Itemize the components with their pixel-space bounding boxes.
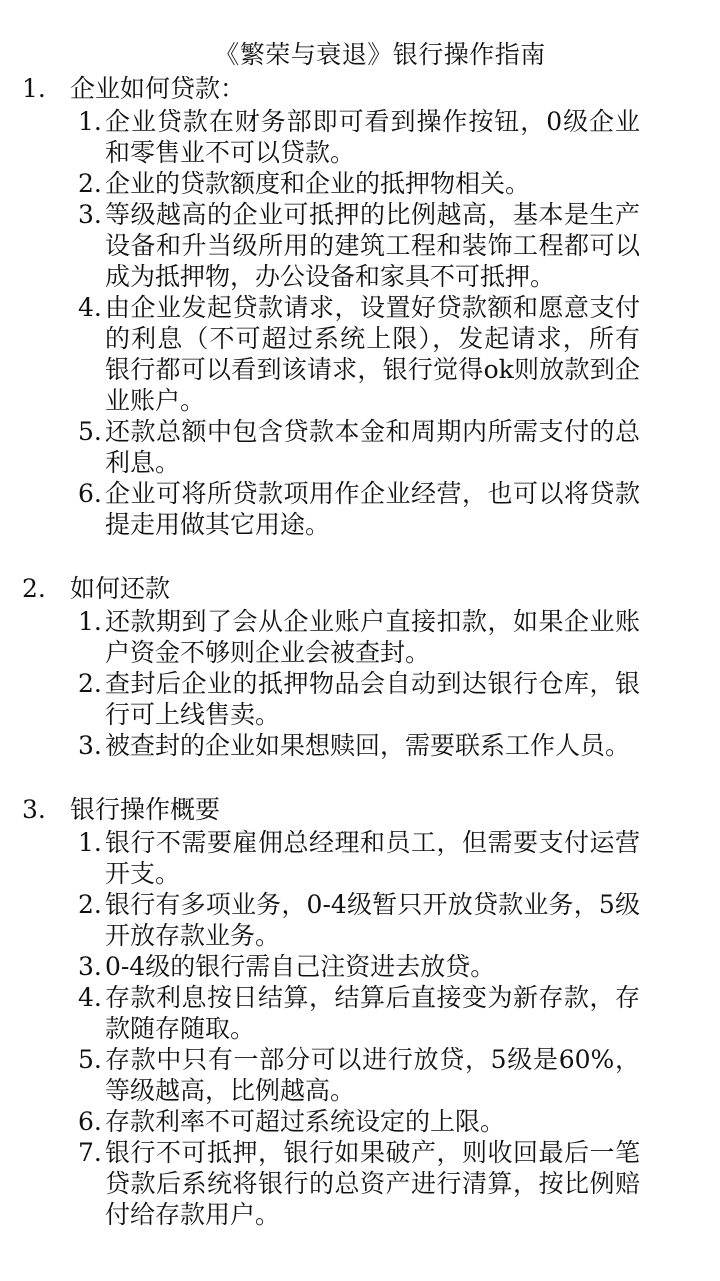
section-title: 如何还款 [70, 574, 171, 603]
item-text: 银行不需要雇佣总经理和员工，但需要支付运营开支。 [105, 828, 640, 888]
item-number: 5. [78, 417, 102, 446]
item-text: 银行不可抵押，银行如果破产，则收回最后一笔贷款后系统将银行的总资产进行清算，按比例赔付给存款用户。 [105, 1138, 640, 1229]
item-text: 企业可将所贷款项用作企业经营，也可以将贷款提走用做其它用途。 [105, 479, 640, 539]
item-number: 3. [78, 731, 102, 760]
list-item [0, 1044, 720, 1106]
item-number: 2. [78, 669, 102, 698]
list-item [0, 1137, 720, 1230]
item-text: 查封后企业的抵押物品会自动到达银行仓库，银行可上线售卖。 [105, 669, 640, 729]
item-text: 被查封的企业如果想赎回，需要联系工作人员。 [105, 731, 631, 760]
list-item [0, 606, 720, 668]
item-number: 1. [78, 607, 102, 636]
item-number: 3. [78, 200, 102, 229]
section-number: 1. [22, 74, 46, 103]
list-item [0, 106, 720, 168]
item-number: 1. [78, 107, 102, 136]
list-item [0, 982, 720, 1044]
list-item [0, 889, 720, 951]
item-number: 7. [78, 1138, 102, 1167]
list-item [0, 827, 720, 889]
list-item [0, 292, 720, 416]
section-repayment [0, 572, 720, 761]
list-item [0, 730, 720, 761]
item-number: 4. [78, 293, 102, 322]
list-item [0, 1106, 720, 1137]
section-title: 企业如何贷款： [70, 74, 246, 103]
section-title: 银行操作概要 [70, 795, 221, 824]
list-item [0, 668, 720, 730]
list-item [0, 478, 720, 540]
item-text: 企业的贷款额度和企业的抵押物相关。 [105, 169, 531, 198]
section-bank-overview [0, 793, 720, 1230]
item-text: 0-4级的银行需自己注资进去放贷。 [105, 952, 496, 981]
list-item [0, 951, 720, 982]
list-item [0, 416, 720, 478]
item-number: 2. [78, 169, 102, 198]
item-number: 2. [78, 890, 102, 919]
item-number: 5. [78, 1045, 102, 1074]
item-text: 还款期到了会从企业账户直接扣款，如果企业账户资金不够则企业会被查封。 [105, 607, 640, 667]
section-number: 3. [22, 795, 46, 824]
item-text: 还款总额中包含贷款本金和周期内所需支付的总利息。 [105, 417, 640, 477]
item-text: 等级越高的企业可抵押的比例越高，基本是生产设备和升当级所用的建筑工程和装饰工程都可以成为抵押物，办公设备和家具不可抵押。 [105, 200, 640, 291]
list-item [0, 168, 720, 199]
section-loan [0, 72, 720, 540]
section-heading [0, 72, 720, 106]
section-number: 2. [22, 574, 46, 603]
section-heading [0, 572, 720, 606]
item-text: 存款利率不可超过系统设定的上限。 [105, 1107, 506, 1136]
section-items [0, 106, 720, 540]
item-text: 银行有多项业务，0-4级暂只开放贷款业务，5级开放存款业务。 [105, 890, 640, 950]
item-text: 存款中只有一部分可以进行放贷，5级是60%，等级越高，比例越高。 [105, 1045, 640, 1105]
section-items [0, 606, 720, 761]
section-items [0, 827, 720, 1230]
item-text: 存款利息按日结算，结算后直接变为新存款，存款随存随取。 [105, 983, 640, 1043]
item-text: 企业贷款在财务部即可看到操作按钮，0级企业和零售业不可以贷款。 [105, 107, 640, 167]
item-number: 4. [78, 983, 102, 1012]
document-title: 《繁荣与衰退》银行操作指南 [214, 40, 546, 69]
item-number: 6. [78, 1107, 102, 1136]
item-number: 1. [78, 828, 102, 857]
item-number: 6. [78, 479, 102, 508]
item-text: 由企业发起贷款请求，设置好贷款额和愿意支付的利息（不可超过系统上限），发起请求，所有银行都可以看到该请求，银行觉得ok则放款到企业账户。 [105, 293, 640, 415]
section-heading [0, 793, 720, 827]
list-item [0, 199, 720, 292]
item-number: 3. [78, 952, 102, 981]
